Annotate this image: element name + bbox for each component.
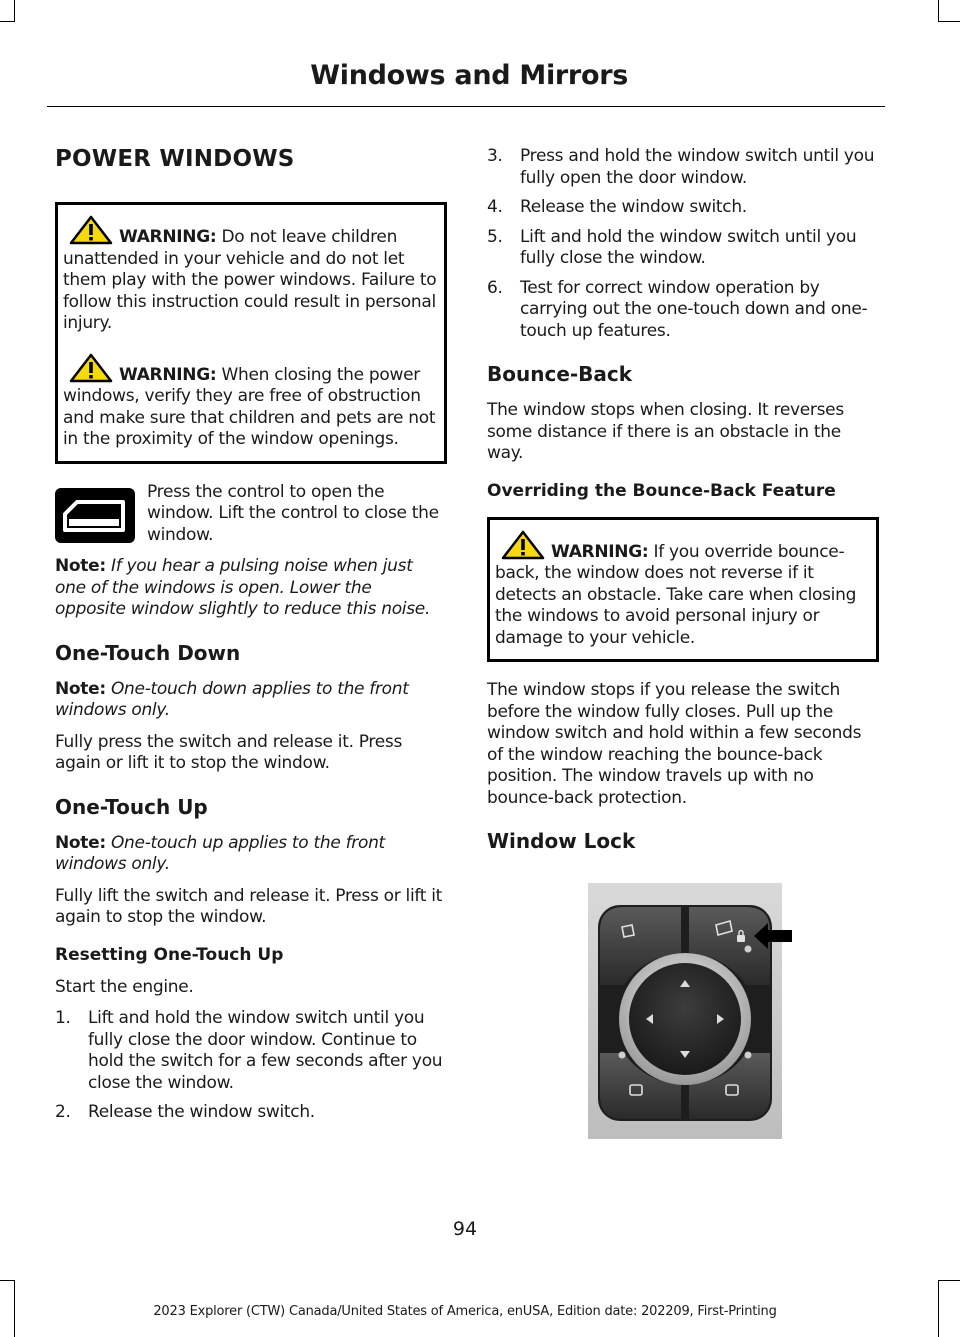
warning-text: When closing the power windows, verify they are free of obstruction and make sure that children and pets are not in the proximity of the window openings. bbox=[63, 364, 436, 449]
steps-list bbox=[55, 1008, 447, 1124]
note-text: One-touch up applies to the front windows only. bbox=[55, 832, 385, 874]
note bbox=[55, 833, 447, 876]
right-column bbox=[487, 146, 879, 867]
step-number: 3. bbox=[487, 146, 503, 166]
note-label: Note: bbox=[55, 832, 106, 853]
paragraph: Start the engine. bbox=[55, 976, 194, 997]
step-text: Release the window switch. bbox=[88, 1102, 315, 1122]
warning-triangle-icon bbox=[501, 530, 545, 560]
list-item bbox=[487, 278, 879, 343]
warning-triangle-icon bbox=[69, 215, 113, 245]
note-label: Note: bbox=[55, 678, 106, 699]
step-text: Lift and hold the window switch until you fully close the window. bbox=[520, 226, 857, 268]
crop-mark bbox=[938, 1280, 939, 1337]
window-control-row bbox=[55, 482, 447, 547]
note-label: Note: bbox=[55, 556, 106, 576]
paragraph: The window stops if you release the switch before the window fully closes. Pull up the window switch and hold within a few seconds of the window reaching the bounce-back position. The window travels up with no bounce-back protection. bbox=[487, 680, 862, 808]
step-number: 2. bbox=[55, 1102, 71, 1122]
list-item bbox=[55, 1102, 447, 1124]
warning-box bbox=[55, 202, 447, 464]
window-control-text: Press the control to open the window. Lift the control to close the window. bbox=[147, 481, 439, 545]
paragraph: The window stops when closing. It reverses some distance if there is an obstacle in the way. bbox=[487, 400, 844, 463]
crop-mark bbox=[938, 1280, 960, 1281]
step-number: 6. bbox=[487, 277, 503, 298]
window-control-icon bbox=[55, 488, 135, 543]
list-item bbox=[487, 227, 879, 270]
subsection-heading: Bounce-Back bbox=[487, 362, 633, 386]
subsection-heading: Overriding the Bounce-Back Feature bbox=[487, 480, 836, 501]
warning-item bbox=[495, 530, 869, 650]
note bbox=[55, 556, 447, 621]
left-column bbox=[55, 146, 447, 1132]
step-number: 1. bbox=[55, 1008, 71, 1028]
note-text: One-touch down applies to the front windows only. bbox=[55, 678, 409, 720]
crop-mark bbox=[0, 1280, 15, 1281]
warning-box bbox=[487, 517, 879, 663]
step-text: Release the window switch. bbox=[520, 197, 747, 217]
warning-item bbox=[63, 215, 437, 335]
crop-mark bbox=[938, 21, 960, 22]
window-switch-panel-image bbox=[588, 883, 794, 1139]
step-text: Press and hold the window switch until you fully open the door window. bbox=[520, 146, 875, 188]
list-item bbox=[487, 197, 879, 219]
warning-text: If you override bounce-back, the window does not reverse if it detects an obstacle. Take care when closing the windows to avoid personal injury or damage to your vehicle. bbox=[495, 541, 857, 648]
page-header-title: Windows and Mirrors bbox=[310, 60, 628, 91]
list-item bbox=[55, 1008, 447, 1094]
warning-item bbox=[63, 353, 437, 451]
page-footer: 2023 Explorer (CTW) Canada/United States of America, enUSA, Edition date: 202209, First-Printing bbox=[153, 1304, 777, 1319]
warning-text: Do not leave children unattended in your vehicle and do not let them play with the power windows. Failure to follow this instruction could result in personal injury. bbox=[63, 227, 437, 333]
warning-label: WARNING: bbox=[551, 541, 649, 562]
subsection-heading: One-Touch Down bbox=[55, 640, 241, 665]
step-text: Lift and hold the window switch until you fully close the door window. Continue to hold the switch for a few seconds after you close the window. bbox=[88, 1008, 443, 1093]
subsection-heading: One-Touch Up bbox=[55, 794, 208, 819]
list-item bbox=[487, 146, 879, 189]
step-text: Test for correct window operation by carrying out the one-touch down and one-touch up features. bbox=[520, 277, 868, 341]
warning-label: WARNING: bbox=[119, 364, 217, 385]
paragraph: Fully lift the switch and release it. Press or lift it again to stop the window. bbox=[55, 885, 443, 927]
subsection-heading: Window Lock bbox=[487, 829, 636, 853]
note bbox=[55, 679, 447, 722]
step-number: 4. bbox=[487, 197, 503, 217]
warning-triangle-icon bbox=[69, 353, 113, 383]
page-number: 94 bbox=[452, 1218, 478, 1240]
step-number: 5. bbox=[487, 226, 503, 247]
warning-label: WARNING: bbox=[119, 227, 217, 247]
header-divider bbox=[47, 106, 885, 107]
section-title: POWER WINDOWS bbox=[55, 146, 295, 172]
steps-list bbox=[487, 146, 879, 342]
note-text: If you hear a pulsing noise when just one of the windows is open. Lower the opposite window slightly to reduce this noise. bbox=[55, 556, 431, 619]
crop-mark bbox=[0, 21, 15, 22]
subsection-heading: Resetting One-Touch Up bbox=[55, 944, 284, 965]
crop-mark bbox=[938, 0, 939, 22]
paragraph: Fully press the switch and release it. Press again or lift it to stop the window. bbox=[55, 731, 403, 773]
crop-mark bbox=[14, 0, 15, 22]
